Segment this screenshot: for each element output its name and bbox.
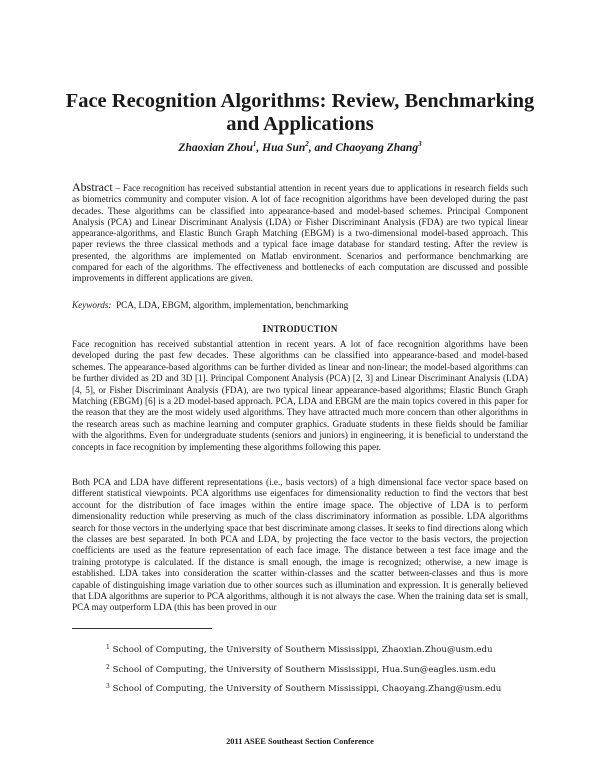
footnote-divider — [72, 628, 212, 629]
section-heading-introduction — [60, 323, 540, 335]
footnotes — [106, 643, 546, 702]
author-separator: , and — [308, 141, 336, 154]
footnote — [106, 663, 546, 675]
footnote-text: School of Computing, the University of Southern Mississippi, Chaoyang.Zhang@usm.edu — [112, 684, 502, 695]
author-affiliation-mark: 1 — [252, 140, 257, 148]
keywords-label: Keywords: — [72, 300, 112, 310]
body-paragraph: Face recognition has received substantial attention in recent years. A lot of face recognition algorithms have been developed during the past few decades. These algorithms can be classified into appearance-based and model-based schemes. The appearance-based algorithms can be further divided as linear and non-linear; the model-based algorithms can be further divided as 2D and 3D [1]. Principal Component Analysis (PCA) [2, 3] and Linear Discriminant Analysis (LDA) [4, 5], or Fisher Discriminant Analysis (FDA), are two typical linear appearance-based algorithms; Elastic Bunch Graph Matching (EBGM) [6] is a 2D model-based approach. PCA, LDA and EBGM are the main topics covered in this paper for the reason that they are the most widely used algorithms. They have attracted much more concern than other algorithms in the research areas such as machine learning and computer graphics. Graduate students in these fields should be familiar with the algorithms. Even for undergraduate students (seniors and juniors) in engineering, it is beneficial to understand the concepts in face recognition by implementing these algorithms following this paper. — [72, 339, 528, 452]
footnote-mark: 3 — [106, 683, 110, 691]
author-affiliation-mark: 3 — [418, 140, 422, 148]
keywords-text: PCA, LDA, EBGM, algorithm, implementation, benchmarking — [116, 300, 349, 310]
footnote — [106, 682, 546, 694]
abstract — [72, 182, 528, 285]
footnote-mark: 1 — [106, 644, 110, 651]
abstract-label: Abstract — [72, 180, 113, 194]
body-paragraph: Both PCA and LDA have different representations (i.e., basis vectors) of a high dimensional face vector space based on different statistical viewpoints. PCA algorithms use eigenfaces for dimensionality reduction to find the vectors that best account for the distribution of face images within the entire image space. The objective of LDA is to perform dimensionality reduction while preserving as much of the class discriminatory information as possible. LDA algorithms search for those vectors in the underlying space that best discriminate among classes. It seeks to find directions along which the classes are best separated. In both PCA and LDA, by projecting the face vector to the basis vectors, the projection coefficients are used as the feature representation of each face image. The distance between a test face image and the training prototype is calculated. If the distance is small enough, the image is recognized; otherwise, a new image is established. LDA takes into consideration the scatter within-classes and the scatter between-classes and thus is more capable of distinguishing image variation due to other sources such as illumination and expression. It is generally believed that LDA algorithms are superior to PCA algorithms, although it is not always the case. When the training data set is small, PCA may outperform LDA (this has been proved in our — [72, 477, 528, 613]
page-footer: 2011 ASEE Southeast Section Conference — [226, 737, 374, 746]
keywords — [72, 300, 528, 311]
author-name: Hua Sun — [262, 141, 306, 154]
section-heading-rest: NTRODUCTION — [266, 324, 338, 334]
footnote-mark: 2 — [106, 663, 110, 671]
section-heading-initial: I — [262, 323, 267, 335]
author-line — [60, 137, 540, 155]
footnote — [106, 643, 546, 655]
footnote-text: School of Computing, the University of Southern Mississippi, Hua.Sun@eagles.usm.edu — [112, 664, 497, 675]
author-separator: , — [256, 141, 263, 154]
abstract-text: – Face recognition has received substantial attention in recent years due to applications in research fields such as biometrics community and computer vision. A lot of face recognition algorithms have been developed during the past decades. These algorithms can be classified into appearance-based and model-based schemes. Principal Component Analysis (PCA) and Linear Discriminant Analysis (LDA) or Fisher Discriminant Analysis (FDA) are two typical linear appearance-algorithms, and Elastic Bunch Graph Matching (EBGM) is a two-dimensional model-based approach. This paper reviews the three classical methods and a typical face image database for standard testing. After the review is presented, the algorithms are implemented on Matlab environment. Scenarios and performance benchmarking are compared for each of the algorithms. The effectiveness and bottlenecks of each computation are discussed and possible improvements in different applications are given. — [72, 183, 528, 284]
paper-title: Face Recognition Algorithms: Review, Benchmarking and Applications — [65, 90, 535, 135]
author-name: Chaoyang Zhang — [335, 141, 419, 154]
author-name: Zhaoxian Zhou — [178, 141, 253, 154]
author-affiliation-mark: 2 — [305, 140, 309, 148]
footnote-text: School of Computing, the University of Southern Mississippi, Zhaoxian.Zhou@usm.edu — [112, 645, 493, 655]
